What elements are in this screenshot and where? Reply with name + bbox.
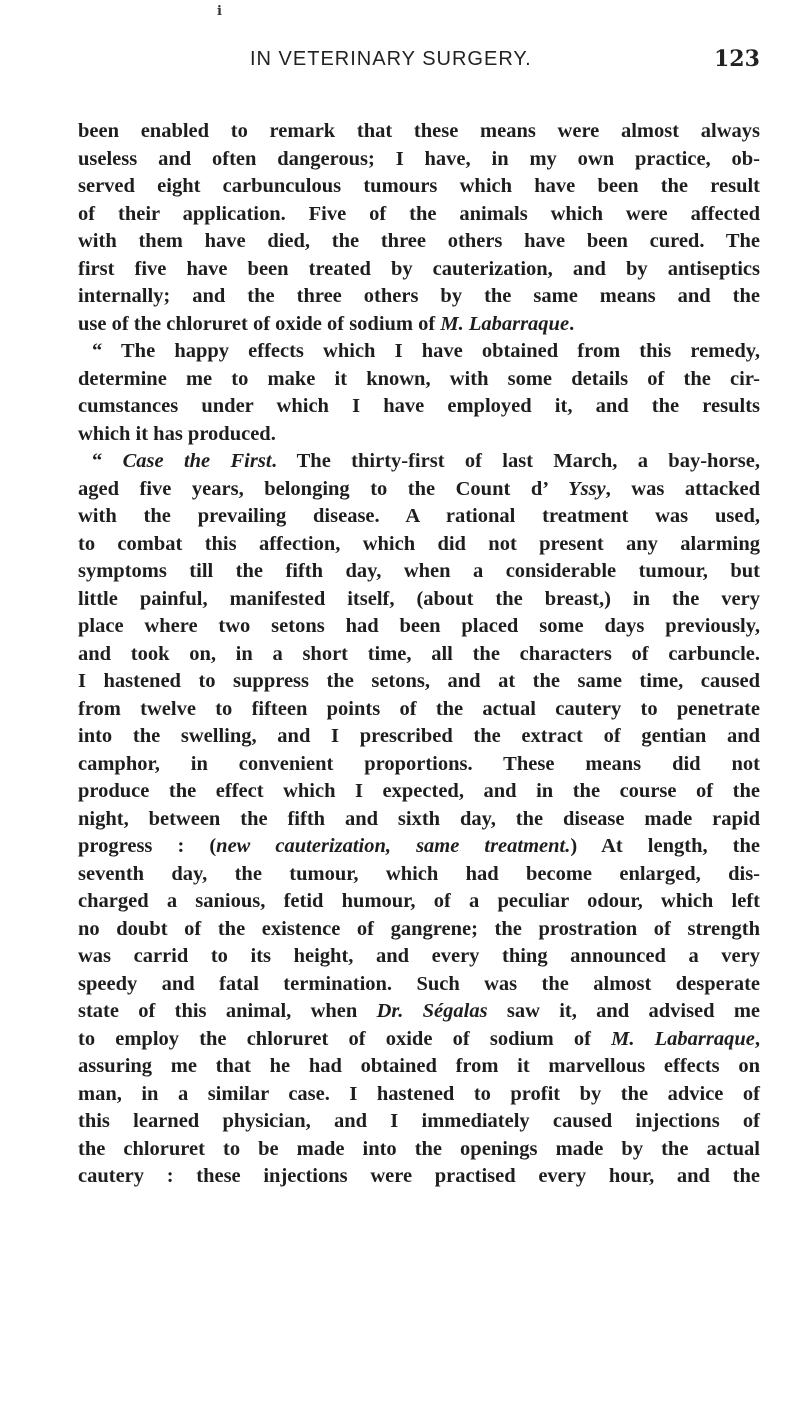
italic-text: new cauterization, same treatment. (216, 835, 571, 857)
text-run: , was attacked (605, 477, 760, 500)
text-line (78, 613, 760, 641)
text-line (78, 201, 760, 229)
text-line (78, 1053, 760, 1081)
text-run: progress : ( (78, 835, 217, 857)
text-run: of their application. Five of the animals which were affected (78, 202, 760, 225)
text-line (78, 366, 760, 394)
text-run: useless and often dangerous; I have, in my own practice, ob- (78, 147, 760, 170)
text-run: ) At length, the (570, 835, 760, 857)
text-run: this learned physician, and I immediately caused injections of (78, 1110, 760, 1132)
text-run: camphor, in convenient proportions. These means did not (78, 752, 760, 775)
text-line (78, 668, 760, 696)
text-run: which it has produced. (78, 422, 276, 445)
text-run: place where two setons had been placed some days previously, (78, 615, 760, 637)
text-line (78, 421, 760, 449)
text-run: . (569, 312, 575, 335)
text-line (78, 503, 760, 531)
text-line (78, 256, 760, 284)
italic-text: M. Labarraque (611, 1027, 755, 1050)
text-run: into the swelling, and I prescribed the extract of gentian and (78, 725, 760, 747)
text-line (78, 118, 760, 146)
text-run: been enabled to remark that these means were almost always (78, 120, 760, 142)
text-line (78, 1108, 760, 1136)
text-line (78, 476, 760, 504)
text-run: night, between the fifth and sixth day, the disease made rapid (78, 807, 760, 830)
text-line (78, 531, 760, 559)
text-line (78, 861, 760, 889)
text-run: saw it, and advised me (487, 1000, 761, 1022)
text-run: from twelve to fifteen points of the actual cautery to penetrate (78, 697, 760, 720)
text-run: I hastened to suppress the setons, and at the same time, caused (78, 670, 760, 692)
text-line (78, 641, 760, 669)
text-run: to employ the chloruret of oxide of sodium of (78, 1027, 612, 1050)
text-run: . The thirty-first of last March, a bay-horse, (271, 450, 760, 472)
text-line (78, 888, 760, 916)
text-run: cumstances under which I have employed it, and the results (78, 395, 760, 417)
page-number: 123 (714, 46, 760, 72)
text-run: “ (92, 450, 123, 472)
text-run: symptoms till the fifth day, when a considerable tumour, but (78, 560, 760, 582)
text-line (78, 971, 760, 999)
text-line (78, 338, 760, 366)
text-line (78, 393, 760, 421)
text-line (78, 998, 760, 1026)
text-line (78, 173, 760, 201)
text-run: cautery : these injections were practised every hour, and the (78, 1165, 760, 1187)
text-run: first five have been treated by cauterization, and by antiseptics (78, 257, 760, 280)
text-line (78, 146, 760, 174)
text-line (78, 1026, 760, 1054)
text-line (78, 778, 760, 806)
text-run: little painful, manifested itself, (about the breast,) in the very (78, 587, 760, 610)
text-line (78, 833, 760, 861)
text-run: man, in a similar case. I hastened to profit by the advice of (78, 1082, 760, 1105)
text-line (78, 228, 760, 256)
text-line (78, 806, 760, 834)
text-run: to combat this affection, which did not present any alarming (78, 532, 760, 555)
text-line (78, 916, 760, 944)
italic-text: M. Labarraque (440, 312, 570, 335)
text-line (78, 723, 760, 751)
text-run: aged five years, belonging to the Count d’ (78, 477, 569, 500)
text-line (78, 943, 760, 971)
text-run: was carrid to its height, and every thing announced a very (78, 945, 760, 967)
text-line (78, 1163, 760, 1191)
text-run: state of this animal, when (78, 1000, 377, 1022)
text-line (78, 558, 760, 586)
text-run: the chloruret to be made into the openings made by the actual (78, 1137, 760, 1160)
text-line (78, 1081, 760, 1109)
text-run: charged a sanious, fetid humour, of a peculiar odour, which left (78, 890, 760, 912)
text-line (78, 751, 760, 779)
text-run: speedy and fatal termination. Such was the almost desperate (78, 972, 760, 995)
text-run: seventh day, the tumour, which had become enlarged, dis- (78, 862, 760, 885)
text-run: “ The happy effects which I have obtained from this remedy, (92, 340, 760, 362)
text-run: with the prevailing disease. A rational treatment was used, (78, 505, 760, 527)
running-head: IN VETERINARY SURGERY. (250, 48, 532, 70)
text-line (78, 1136, 760, 1164)
text-line (78, 283, 760, 311)
text-run: use of the chloruret of oxide of sodium of (78, 312, 441, 335)
text-run: produce the effect which I expected, and in the course of the (78, 780, 760, 802)
text-run: assuring me that he had obtained from it marvellous effects on (78, 1055, 760, 1077)
text-run: with them have died, the three others have been cured. The (78, 230, 760, 252)
text-line (78, 311, 760, 339)
text-run: internally; and the three others by the same means and the (78, 285, 760, 307)
text-line (78, 586, 760, 614)
text-line (78, 696, 760, 724)
italic-text: Dr. Ségalas (376, 1000, 488, 1022)
text-run: served eight carbunculous tumours which have been the result (78, 175, 760, 197)
italic-text: Case the First (122, 450, 272, 472)
text-run: , (754, 1027, 760, 1050)
text-run: no doubt of the existence of gangrene; the prostration of strength (78, 917, 760, 940)
italic-text: Yssy (568, 477, 606, 500)
body-text (78, 118, 760, 1191)
text-run: determine me to make it known, with some details of the cir- (78, 367, 760, 390)
margin-mark: i (217, 4, 222, 19)
text-line (78, 448, 760, 476)
text-run: and took on, in a short time, all the characters of carbuncle. (78, 642, 760, 665)
